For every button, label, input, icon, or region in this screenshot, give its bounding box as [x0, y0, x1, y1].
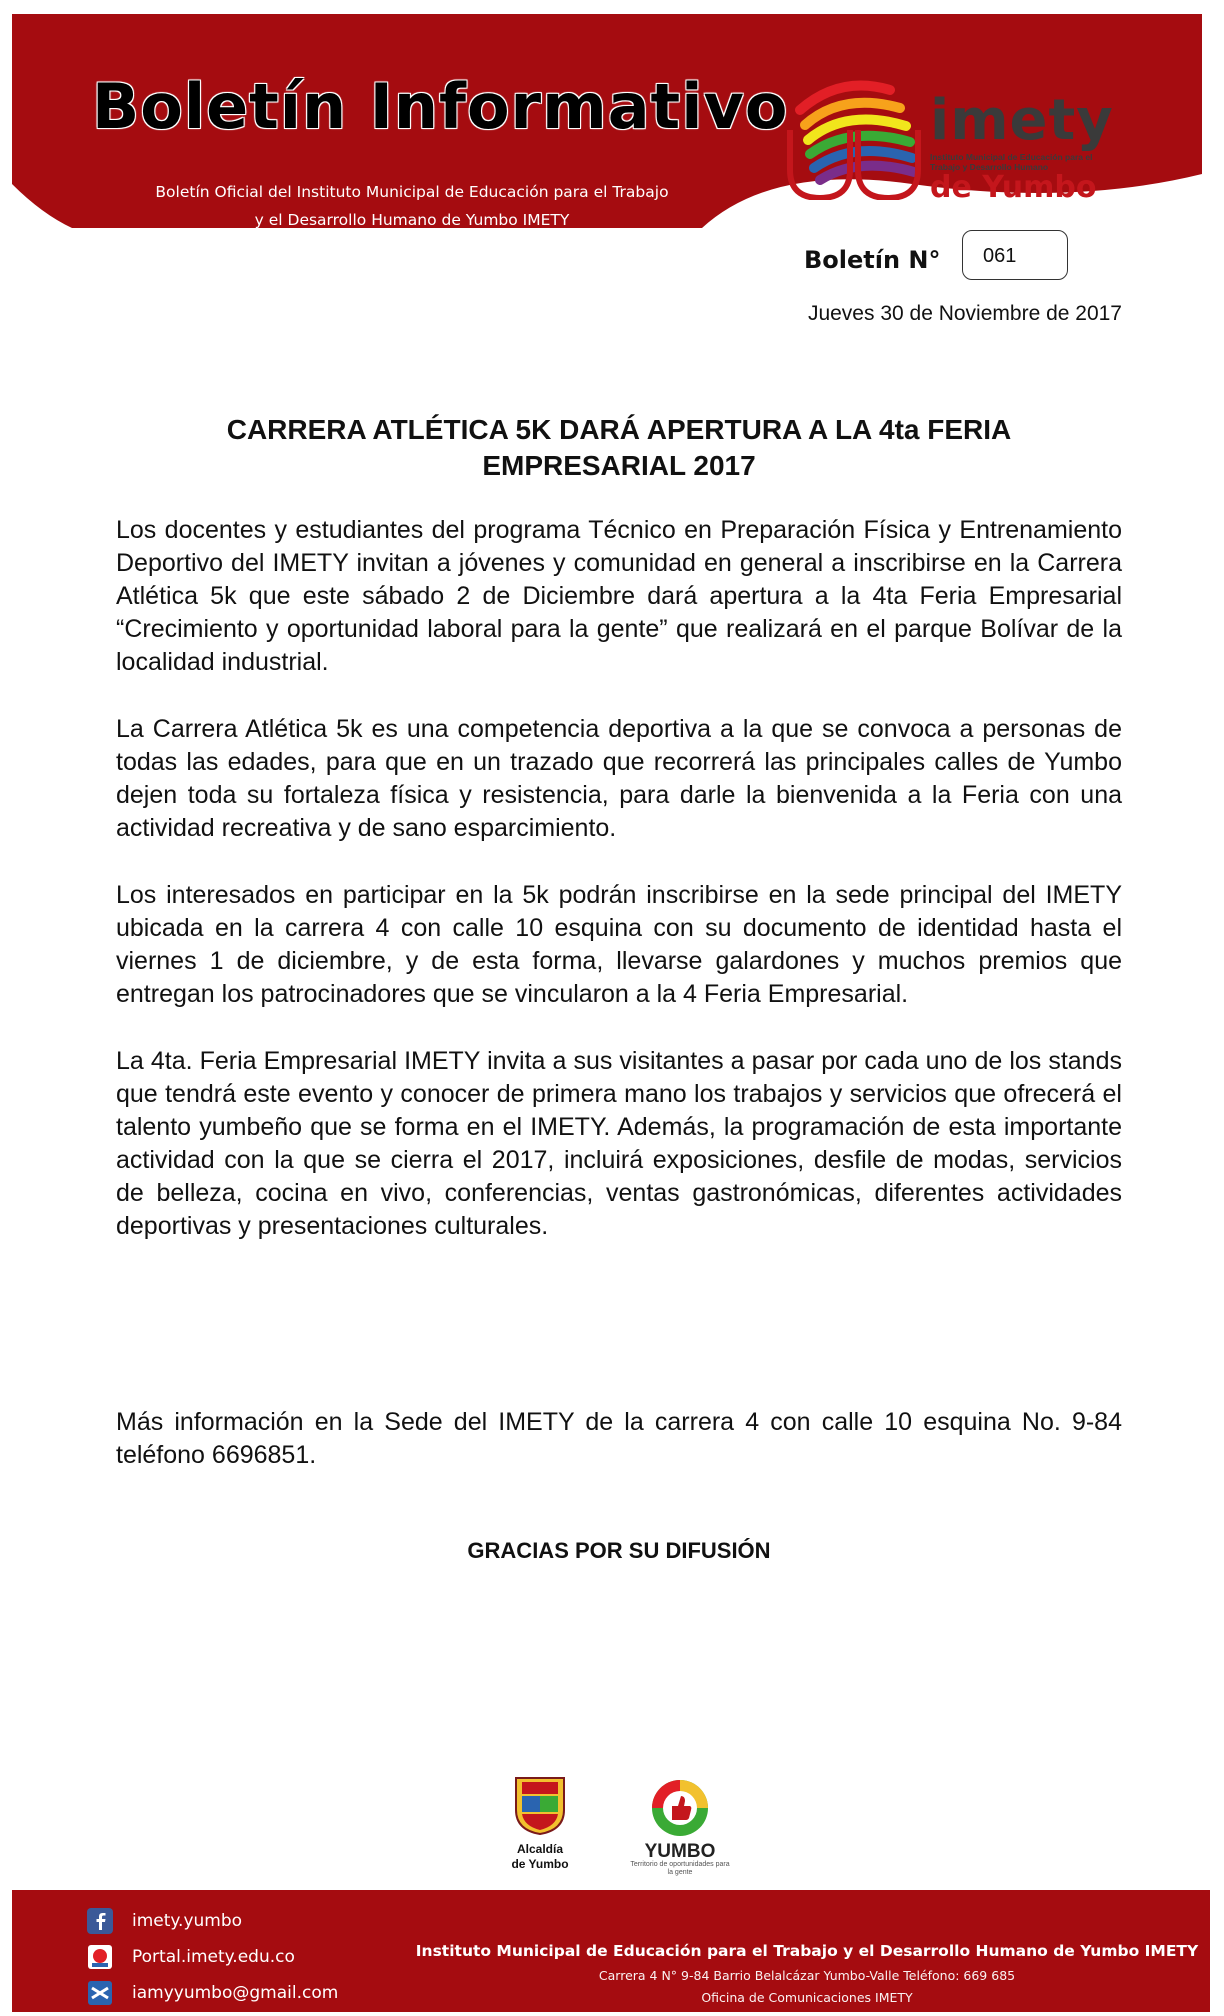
bulletin-number-box: 061 [962, 230, 1068, 280]
alcaldia-shield-icon [512, 1774, 568, 1836]
imety-logo-city: de Yumbo [930, 170, 1097, 205]
bulletin-subtitle [112, 178, 712, 234]
article-paragraph: La 4ta. Feria Empresarial IMETY invita a sus visitantes a pasar por cada uno de los stands que tendrá este evento y conocer de primera mano los trabajos y servicios que ofrecerá el talento yumbeño que se forma en el IMETY. Además, la programación de esta importante actividad con la que se cierra el 2017, incluirá exposiciones, desfile de modas, servicios de belleza, cocina en vivo, conferencias, ventas gastronómicas, diferentes actividades deportivas y presentaciones culturales. [116, 1047, 1122, 1240]
footer-office: Oficina de Comunicaciones IMETY [701, 1990, 913, 2005]
bulletin-title: Boletín Informativo [92, 70, 789, 143]
subtitle-line-2: y el Desarrollo Humano de Yumbo IMETY [254, 211, 570, 229]
footer-address: Carrera 4 N° 9-84 Barrio Belalcázar Yumbo-Valle Teléfono: 669 685 [598, 1968, 1016, 1983]
yumbo-logo-tagline: Territorio de oportunidades para la gente [630, 1861, 730, 1876]
imety-logo-tagline: Instituto Municipal de Educación para el Trabajo y Desarrollo Humano [930, 152, 1093, 172]
alcaldia-yumbo-logo [505, 1774, 575, 1874]
headline-line-2: EMPRESARIAL 2017 [482, 450, 756, 481]
article-paragraph: Los docentes y estudiantes del programa Técnico en Preparación Física y Entrenamiento Deportivo del IMETY invitan a jóvenes y comunidad en general a inscribirse en la Carrera Atlética 5k que este sábado 2 de Diciembre dará apertura a la 4ta Feria Empresarial “Crecimiento y oportunidad laboral para la gente” que realizará en el parque Bolívar de la localidad industrial. [116, 516, 1122, 676]
article-body [116, 514, 1122, 1277]
thanks-text: GRACIAS POR SU DIFUSIÓN [467, 1538, 771, 1563]
bulletin-date: Jueves 30 de Noviembre de 2017 [807, 302, 1122, 325]
imety-logo [780, 70, 1114, 205]
headline-line-1: CARRERA ATLÉTICA 5K DARÁ APERTURA A LA 4ta FERIA [226, 414, 1012, 445]
yumbo-oportunidades-logo [630, 1776, 730, 1876]
contact-email[interactable] [86, 1978, 338, 2008]
alcaldia-label-2: de Yumbo [511, 1857, 569, 1871]
email-icon [86, 1979, 114, 2007]
subtitle-line-1: Boletín Oficial del Instituto Municipal de Educación para el Trabajo [155, 183, 669, 201]
contact-facebook[interactable] [86, 1906, 242, 1936]
more-info-text: Más información en la Sede del IMETY de la carrera 4 con calle 10 esquina No. 9-84 teléfono 6696851. [116, 1408, 1122, 1469]
yumbo-thumbs-up-icon [645, 1776, 715, 1838]
facebook-icon [86, 1907, 114, 1935]
article-paragraph: Los interesados en participar en la 5k podrán inscribirse en la sede principal del IMETY ubicada en la carrera 4 con calle 10 esquina con su documento de identidad hasta el viernes 1 de diciembre, y de esta forma, llevarse galardones y muchos premios que entregan los patrocinadores que se vincularon a la 4 Feria Empresarial. [116, 881, 1122, 1008]
footer-org-name: Instituto Municipal de Educación para el Trabajo y el Desarrollo Humano de Yumbo IMETY [415, 1942, 1199, 1960]
contact-email-text: iamyyumbo@gmail.com [132, 1983, 339, 2003]
contact-facebook-text: imety.yumbo [132, 1911, 243, 1931]
imety-rainbow-mark [780, 70, 930, 200]
contact-web[interactable] [86, 1942, 295, 1972]
contact-web-text: Portal.imety.edu.co [132, 1947, 295, 1967]
alcaldia-label-1: Alcaldía [516, 1842, 564, 1856]
yumbo-logo-name: YUMBO [644, 1841, 716, 1862]
article-headline [116, 412, 1122, 484]
bulletin-number-label: Boletín N° [804, 246, 941, 274]
imety-logo-word: imety [930, 88, 1114, 153]
web-icon [86, 1943, 114, 1971]
footer-banner [12, 1890, 1210, 2012]
footer-organization-info [412, 1938, 1202, 2008]
article-paragraph: La Carrera Atlética 5k es una competencia deportiva a la que se convoca a personas de todas las edades, para que en un trazado que recorrerá las principales calles de Yumbo dejen toda su fortaleza física y resistencia, para darle la bienvenida a la Feria con una actividad recreativa y de sano esparcimiento. [116, 715, 1122, 842]
